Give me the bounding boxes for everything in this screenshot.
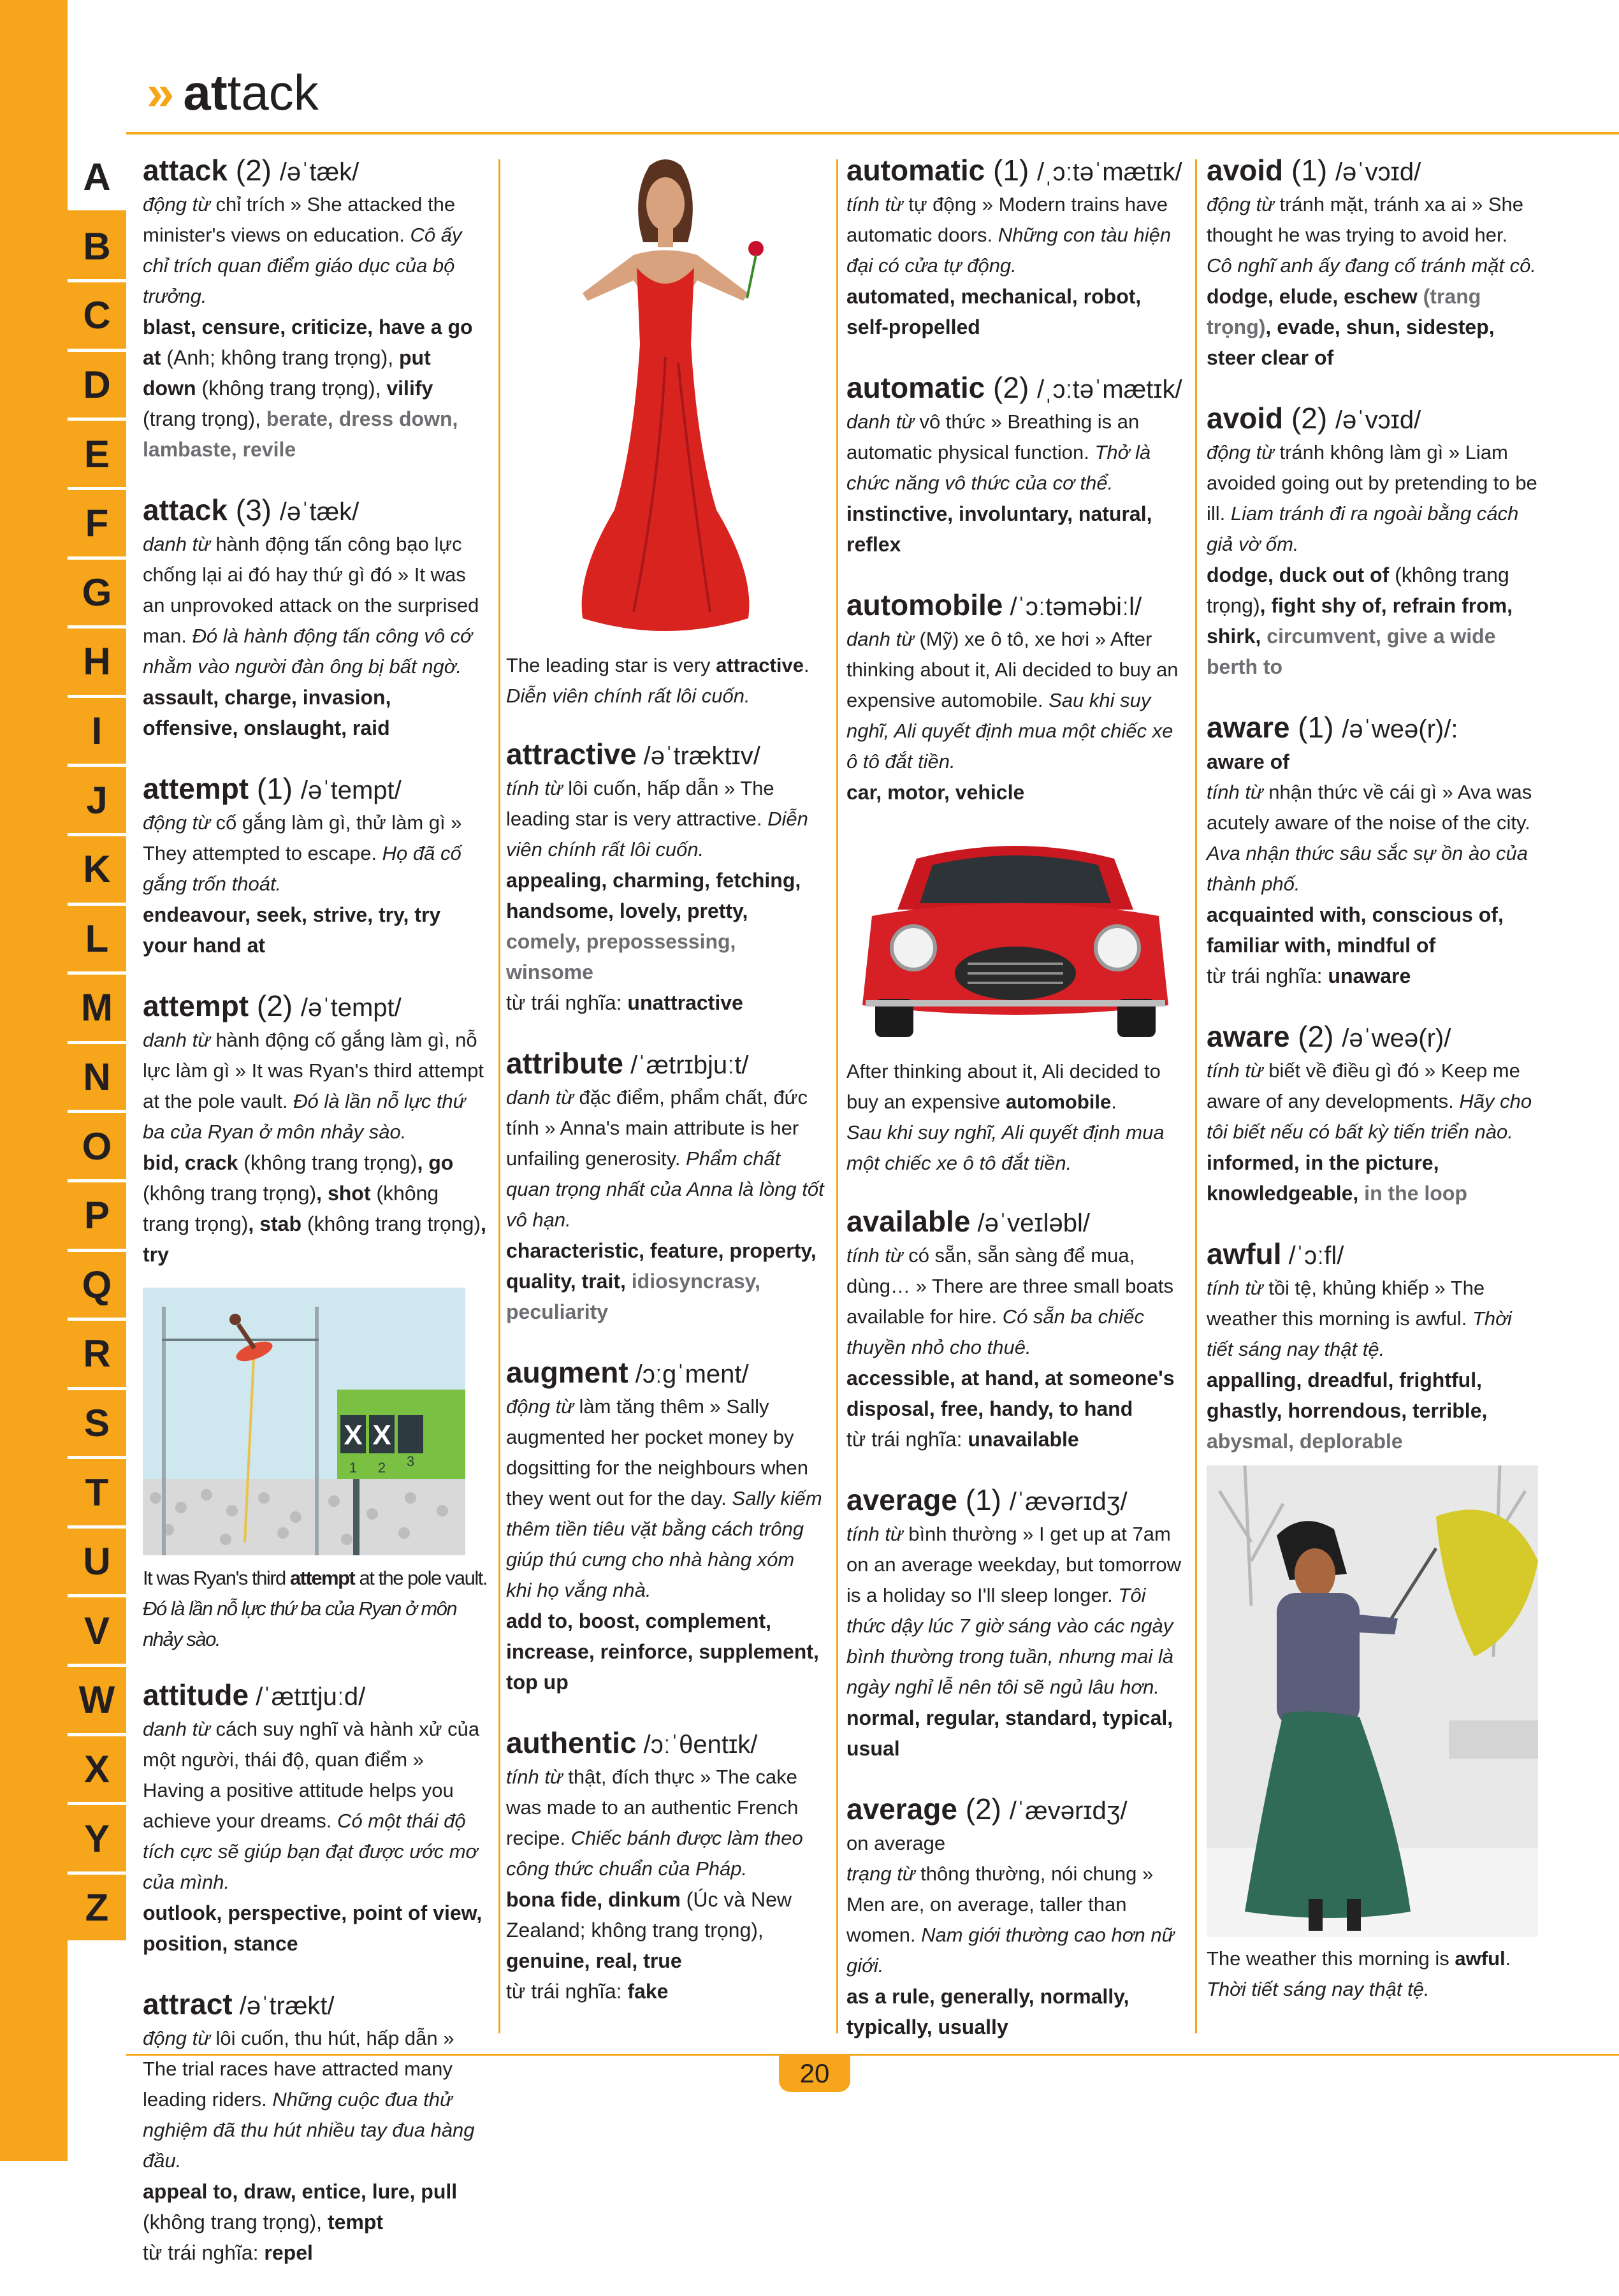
headword: average (846, 1483, 957, 1516)
letter-tab-z[interactable]: Z (68, 1875, 126, 1944)
phonetic: /ɔːɡˈment/ (628, 1360, 749, 1388)
letter-tab-d[interactable]: D (68, 352, 126, 421)
headword: aware (1207, 1020, 1290, 1053)
entry-avoid-2: avoid (2) /əˈvɔɪd/ động từ tránh không làm gì » Liam avoided going out by pretending to be ill. Liam tránh đi ra ngoài bằng cách giả vờ ốm. dodge, duck out of (không trang trọng), fight shy of, refrain from, shirk, circumvent, give a wide berth to (1207, 401, 1538, 682)
antonym: từ trái nghĩa: fake (506, 1980, 669, 2003)
column-4 (1207, 153, 1538, 2005)
phonetic: /əˈtræktɪv/ (636, 742, 760, 770)
definition: tính từ lôi cuốn, hấp dẫn » The leading star is very attractive. Diễn viên chính rất lôi cuốn. (506, 777, 808, 861)
phonetic: /əˈtempt/ (300, 994, 402, 1022)
column-1 (143, 153, 487, 2296)
synonyms: dodge, elude, eschew (trang trọng), evade, shun, sidestep, steer clear of (1207, 285, 1495, 369)
phonetic: /əˈtrækt/ (232, 1992, 335, 2020)
letter-tab-o[interactable]: O (68, 1113, 126, 1182)
image-caption: The leading star is very attractive. Diễn viên chính rất lôi cuốn. (506, 654, 810, 707)
letter-tab-s[interactable]: S (68, 1390, 126, 1460)
headword: authentic (506, 1726, 637, 1759)
letter-tab-l[interactable]: L (68, 906, 126, 975)
synonyms: acquainted with, conscious of, familiar with, mindful of (1207, 903, 1504, 957)
phonetic: /ˈævərɪdʒ/ (1009, 1488, 1128, 1516)
synonyms: informed, in the picture, knowledgeable, in the loop (1207, 1151, 1467, 1205)
phonetic: /əˈweə(r)/: (1342, 715, 1458, 743)
definition: động từ tránh không làm gì » Liam avoided going out by pretending to be ill. Liam tránh đi ra ngoài bằng cách giả vờ ốm. (1207, 441, 1537, 555)
headword: awful (1207, 1237, 1282, 1270)
headword: aware (1207, 711, 1290, 744)
headword: available (846, 1205, 971, 1238)
letter-tab-u[interactable]: U (68, 1529, 126, 1598)
entry-automatic-1: automatic (1) /ˌɔːtəˈmætɪk/ tính từ tự động » Modern trains have automatic doors. Những con tàu hiện đại có cửa tự động. automated, mechanical, robot, self-propelled (846, 153, 1184, 342)
synonyms: appealing, charming, fetching, handsome, lovely, pretty, comely, prepossessing, winsome (506, 869, 801, 984)
letter-tab-f[interactable]: F (68, 490, 126, 560)
phrase: on average (846, 1832, 946, 1854)
synonyms: automated, mechanical, robot, self-propelled (846, 285, 1142, 338)
headword: automobile (846, 588, 1003, 621)
letter-tab-j[interactable]: J (68, 767, 126, 836)
definition: tính từ thật, đích thực » The cake was made to an authentic French recipe. Chiếc bánh được làm theo công thức chuẩn của Pháp. (506, 1766, 803, 1880)
title-bold: at (183, 64, 228, 120)
phrase: aware of (1207, 750, 1289, 773)
definition: danh từ cách suy nghĩ và hành xử của một người, thái độ, quan điểm » Having a positive attitude helps you achieve your dreams. Có một thái độ tích cực sẽ giúp bạn đạt được ước mơ của mình. (143, 1718, 480, 1893)
column-divider (836, 159, 838, 2033)
synonyms: instinctive, involuntary, natural, reflex (846, 502, 1152, 556)
board-number: 2 (377, 1460, 386, 1476)
headword: attractive (506, 737, 637, 771)
headword: avoid (1207, 402, 1284, 435)
entry-average-2: average (2) /ˈævərɪdʒ/ on average trạng từ thông thường, nói chung » Men are, on average, taller than women. Nam giới thường cao hơn nữ giới. as a rule, generally, normally, typically, usually (846, 1792, 1184, 2042)
entry-aware-2: aware (2) /əˈweə(r)/ tính từ biết về điều gì đó » Keep me aware of any developments. Hãy cho tôi biết nếu có bất kỳ tiến triển nào. informed, in the picture, knowledgeable, in the loop (1207, 1019, 1538, 1209)
synonyms: add to, boost, complement, increase, reinforce, supplement, top up (506, 1609, 819, 1694)
synonyms: appalling, dreadful, frightful, ghastly, horrendous, terrible, abysmal, deplorable (1207, 1369, 1488, 1453)
synonyms: characteristic, feature, property, quality, trait, idiosyncrasy, peculiarity (506, 1239, 817, 1323)
headword: attempt (143, 989, 249, 1022)
synonyms: as a rule, generally, normally, typically, usually (846, 1985, 1129, 2038)
synonyms: appeal to, draw, entice, lure, pull (không trang trọng), tempt (143, 2180, 458, 2234)
antonym: từ trái nghĩa: repel (143, 2241, 313, 2264)
definition: danh từ hành động tấn công bạo lực chống lại ai đó hay thứ gì đó » It was an unprovoked attack on the surprised man. Đó là hành động tấn công vô cớ nhằm vào người đàn ông bị bất ngờ. (143, 533, 479, 678)
headword: attack (143, 154, 228, 187)
phonetic: /ˈɔːfl/ (1281, 1242, 1344, 1270)
chevron-icon: » (147, 64, 175, 120)
letter-tab-t[interactable]: T (68, 1459, 126, 1529)
letter-tab-w[interactable]: W (68, 1667, 126, 1736)
synonyms: bid, crack (không trang trọng), go (không trang trọng), shot (không trang trọng), stab (không trang trọng), try (143, 1151, 486, 1266)
antonym: từ trái nghĩa: unaware (1207, 964, 1411, 987)
headword: attract (143, 1987, 233, 2021)
letter-tab-p[interactable]: P (68, 1182, 126, 1252)
letter-tab-k[interactable]: K (68, 836, 126, 906)
page-number: 20 (779, 2055, 850, 2092)
letter-tab-e[interactable]: E (68, 421, 126, 490)
woman-windy-umbrella-illustration (1207, 1465, 1538, 1937)
entry-attempt-1: attempt (1) /əˈtempt/ động từ cố gắng làm gì, thử làm gì » They attempted to escape. Họ đã cố gắng trốn thoát. endeavour, seek, strive, try, try your hand at (143, 771, 487, 961)
letter-tab-y[interactable]: Y (68, 1805, 126, 1875)
entry-authentic (506, 1726, 825, 2007)
board-mark: X (372, 1420, 391, 1451)
definition: tính từ bình thường » I get up at 7am on an average weekday, but tomorrow is a holiday so I'll sleep longer. Tôi thức dậy lúc 7 giờ sáng vào các ngày bình thường trong tuần, nhưng mai là ngày nghỉ lễ nên tôi sẽ ngủ lâu hơn. (846, 1523, 1182, 1698)
synonyms: endeavour, seek, strive, try, try your hand at (143, 903, 441, 957)
phonetic: /əˈweə(r)/ (1342, 1024, 1451, 1052)
column-2 (506, 153, 825, 2035)
phonetic: /əˈtempt/ (300, 776, 402, 804)
definition: tính từ biết về điều gì đó » Keep me aware of any developments. Hãy cho tôi biết nếu có bất kỳ tiến triển nào. (1207, 1059, 1532, 1143)
letter-tab-b[interactable]: B (68, 214, 126, 283)
footer-rule (126, 2054, 1619, 2056)
definition: động từ chỉ trích » She attacked the minister's views on education. Cô ấy chỉ trích quan điểm giáo dục của bộ trưởng. (143, 193, 462, 307)
entry-avoid-1: avoid (1) /əˈvɔɪd/ động từ tránh mặt, tránh xa ai » She thought he was trying to avoid her. Cô nghĩ anh ấy đang cố tránh mặt cô. dodge, elude, eschew (trang trọng), evade, shun, sidestep, steer clear of (1207, 153, 1538, 373)
headword: automatic (846, 371, 985, 404)
headword: augment (506, 1356, 628, 1389)
column-divider (498, 159, 500, 2033)
image-caption: It was Ryan's third attempt at the pole vault. Đó là lần nỗ lực thứ ba của Ryan ở môn nhảy sào. (143, 1567, 487, 1650)
entry-attack-3: attack (3) /əˈtæk/ danh từ hành động tấn công bạo lực chống lại ai đó hay thứ gì đó » It was an unprovoked attack on the surprised man. Đó là hành động tấn công vô cớ nhằm vào người đàn ông bị bất ngờ. assault, charge, invasion, offensive, onslaught, raid (143, 493, 487, 743)
headword: attribute (506, 1047, 623, 1080)
letter-tab-g[interactable]: G (68, 560, 126, 629)
entry-awful (1207, 1237, 1538, 1457)
phonetic: /ˈævərɪdʒ/ (1009, 1797, 1128, 1825)
definition: tính từ nhận thức về cái gì » Ava was acutely aware of the noise of the city. Ava nhận thức sâu sắc sự ồn ào của thành phố. (1207, 781, 1532, 895)
synonyms: blast, censure, criticize, have a go at (Anh; không trang trọng), put down (không trang trọng), vilify (trang trọng), berate, dress down, lambaste, revile (143, 316, 473, 461)
letter-tab-h[interactable]: H (68, 628, 126, 698)
definition: tính từ có sẵn, sẵn sàng để mua, dùng… » There are three small boats available for hire. Có sẵn ba chiếc thuyền nhỏ cho thuê. (846, 1244, 1173, 1358)
phonetic: /əˈtæk/ (279, 498, 359, 526)
synonyms: assault, charge, invasion, offensive, onslaught, raid (143, 686, 391, 739)
definition: trạng từ thông thường, nói chung » Men are, on average, taller than women. Nam giới thường cao hơn nữ giới. (846, 1863, 1175, 1977)
title-rest: tack (227, 64, 319, 120)
phonetic: /əˈveɪləbl/ (970, 1209, 1091, 1237)
phonetic: /ˌɔːtəˈmætɪk/ (1037, 158, 1182, 186)
synonyms: dodge, duck out of (không trang trọng), fight shy of, refrain from, shirk, circumvent, give a wide berth to (1207, 563, 1513, 678)
entry-attribute (506, 1046, 825, 1327)
red-car-illustration (846, 820, 1184, 1050)
antonym: từ trái nghĩa: unattractive (506, 991, 743, 1014)
column-3 (846, 153, 1184, 2070)
alphabet-sidebar (0, 0, 68, 2161)
entry-attitude (143, 1678, 487, 1959)
headword: attack (143, 493, 228, 527)
headword: avoid (1207, 154, 1284, 187)
board-number: 3 (406, 1453, 415, 1469)
letter-tab-x[interactable]: X (68, 1736, 126, 1806)
synonyms: bona fide, dinkum (Úc và New Zealand; không trang trọng), genuine, real, true (506, 1888, 792, 1972)
letter-tab-v[interactable]: V (68, 1597, 126, 1667)
entry-attract (143, 1987, 487, 2268)
alphabet-tabs (68, 144, 126, 1944)
definition: danh từ (Mỹ) xe ô tô, xe hơi » After thinking about it, Ali decided to buy an expensive automobile. Sau khi suy nghĩ, Ali quyết định mua một chiếc xe ô tô đắt tiền. (846, 628, 1179, 773)
image-caption: After thinking about it, Ali decided to buy an expensive automobile. Sau khi suy nghĩ, Ali quyết định mua một chiếc xe ô tô đắt tiền. (846, 1060, 1165, 1174)
board-mark: X (344, 1420, 363, 1451)
definition: động từ cố gắng làm gì, thử làm gì » They attempted to escape. Họ đã cố gắng trốn thoát. (143, 811, 462, 895)
entry-automobile (846, 588, 1184, 808)
entry-attempt-2: attempt (2) /əˈtempt/ danh từ hành động cố gắng làm gì, nỗ lực làm gì » It was Ryan's third attempt at the pole vault. Đó là lần nỗ lực thứ ba của Ryan ở môn nhảy sào. bid, crack (không trang trọng), go (không trang trọng), shot (không trang trọng), stab (không trang trọng), try (143, 989, 487, 1270)
synonyms: car, motor, vehicle (846, 781, 1025, 804)
letter-tab-a[interactable]: A (68, 144, 126, 214)
header-rule (126, 132, 1619, 134)
entry-augment (506, 1355, 825, 1697)
definition: tính từ tự động » Modern trains have automatic doors. Những con tàu hiện đại có cửa tự động. (846, 193, 1172, 277)
entry-aware-1: aware (1) /əˈweə(r)/: aware of tính từ nhận thức về cái gì » Ava was acutely aware of the noise of the city. Ava nhận thức sâu sắc sự ồn ào của thành phố. acquainted with, conscious of, familiar with, mindful of từ trái nghĩa: unaware (1207, 710, 1538, 991)
entry-available (846, 1204, 1184, 1455)
board-number: 1 (349, 1460, 358, 1476)
definition: danh từ vô thức » Breathing is an automatic physical function. Thở là chức năng vô thức của cơ thể. (846, 411, 1151, 494)
phonetic: /ˈɔːtəməbiːl/ (1003, 593, 1142, 621)
definition: động từ tránh mặt, tránh xa ai » She thought he was trying to avoid her. Cô nghĩ anh ấy đang cố tránh mặt cô. (1207, 193, 1536, 277)
definition: động từ làm tăng thêm » Sally augmented her pocket money by dogsitting for the neighbours when they went out for the day. Sally kiếm thêm tiền tiêu vặt bằng cách trông giúp thú cưng cho nhà hàng xóm khi họ vắng nhà. (506, 1395, 822, 1601)
phonetic: /ˌɔːtəˈmætɪk/ (1037, 375, 1182, 403)
phonetic: /ˈætrɪbjuːt/ (623, 1051, 749, 1079)
column-divider (1195, 159, 1197, 2033)
definition: danh từ đặc điểm, phẩm chất, đức tính » Anna's main attribute is her unfailing generosity. Phẩm chất quan trọng nhất của Anna là lòng tốt vô hạn. (506, 1086, 824, 1231)
antonym: từ trái nghĩa: unavailable (846, 1428, 1079, 1451)
image-caption: The weather this morning is awful. Thời tiết sáng nay thật tệ. (1207, 1947, 1511, 2000)
definition: động từ lôi cuốn, thu hút, hấp dẫn » The trial races have attracted many leading riders. Những cuộc đua thử nghiệm đã thu hút nhiều tay đua hàng đầu. (143, 2027, 475, 2172)
phonetic: /ˈætɪtjuːd/ (249, 1683, 366, 1711)
phonetic: /ɔːˈθentɪk/ (636, 1731, 758, 1759)
letter-tab-i[interactable]: I (68, 698, 126, 767)
entry-attack-2: attack (2) /əˈtæk/ động từ chỉ trích » She attacked the minister's views on education. Cô ấy chỉ trích quan điểm giáo dục của bộ trưởng. blast, censure, criticize, have a go at (Anh; không trang trọng), put down (không trang trọng), vilify (trang trọng), berate, dress down, lambaste, revile (143, 153, 487, 465)
page-title (147, 64, 319, 122)
headword: automatic (846, 154, 985, 187)
pole-vault-illustration (143, 1288, 465, 1555)
phonetic: /əˈtæk/ (279, 158, 359, 186)
letter-tab-m[interactable]: M (68, 975, 126, 1044)
entry-attractive (506, 737, 825, 1018)
headword: attempt (143, 772, 249, 805)
woman-red-dress-illustration (506, 153, 825, 650)
headword: average (846, 1792, 957, 1826)
phonetic: /əˈvɔɪd/ (1335, 158, 1421, 186)
entry-automatic-2: automatic (2) /ˌɔːtəˈmætɪk/ danh từ vô thức » Breathing is an automatic physical function. Thở là chức năng vô thức của cơ thể. instinctive, involuntary, natural, reflex (846, 370, 1184, 560)
synonyms: accessible, at hand, at someone's disposal, free, handy, to hand (846, 1367, 1175, 1420)
definition: tính từ tồi tệ, khủng khiếp » The weather this morning is awful. Thời tiết sáng nay thật tệ. (1207, 1277, 1512, 1360)
letter-tab-q[interactable]: Q (68, 1252, 126, 1321)
headword: attitude (143, 1678, 249, 1711)
definition: danh từ hành động cố gắng làm gì, nỗ lực làm gì » It was Ryan's third attempt at the pole vault. Đó là lần nỗ lực thứ ba của Ryan ở môn nhảy sào. (143, 1029, 484, 1143)
synonyms: normal, regular, standard, typical, usual (846, 1706, 1173, 1760)
letter-tab-c[interactable]: C (68, 282, 126, 352)
letter-tab-r[interactable]: R (68, 1321, 126, 1390)
synonyms: outlook, perspective, point of view, position, stance (143, 1901, 483, 1955)
letter-tab-n[interactable]: N (68, 1044, 126, 1114)
entry-average-1: average (1) /ˈævərɪdʒ/ tính từ bình thường » I get up at 7am on an average weekday, but tomorrow is a holiday so I'll sleep longer. Tôi thức dậy lúc 7 giờ sáng vào các ngày bình thường trong tuần, nhưng mai là ngày nghỉ lễ nên tôi sẽ ngủ lâu hơn. normal, regular, standard, typical, usual (846, 1483, 1184, 1764)
phonetic: /əˈvɔɪd/ (1335, 406, 1421, 434)
